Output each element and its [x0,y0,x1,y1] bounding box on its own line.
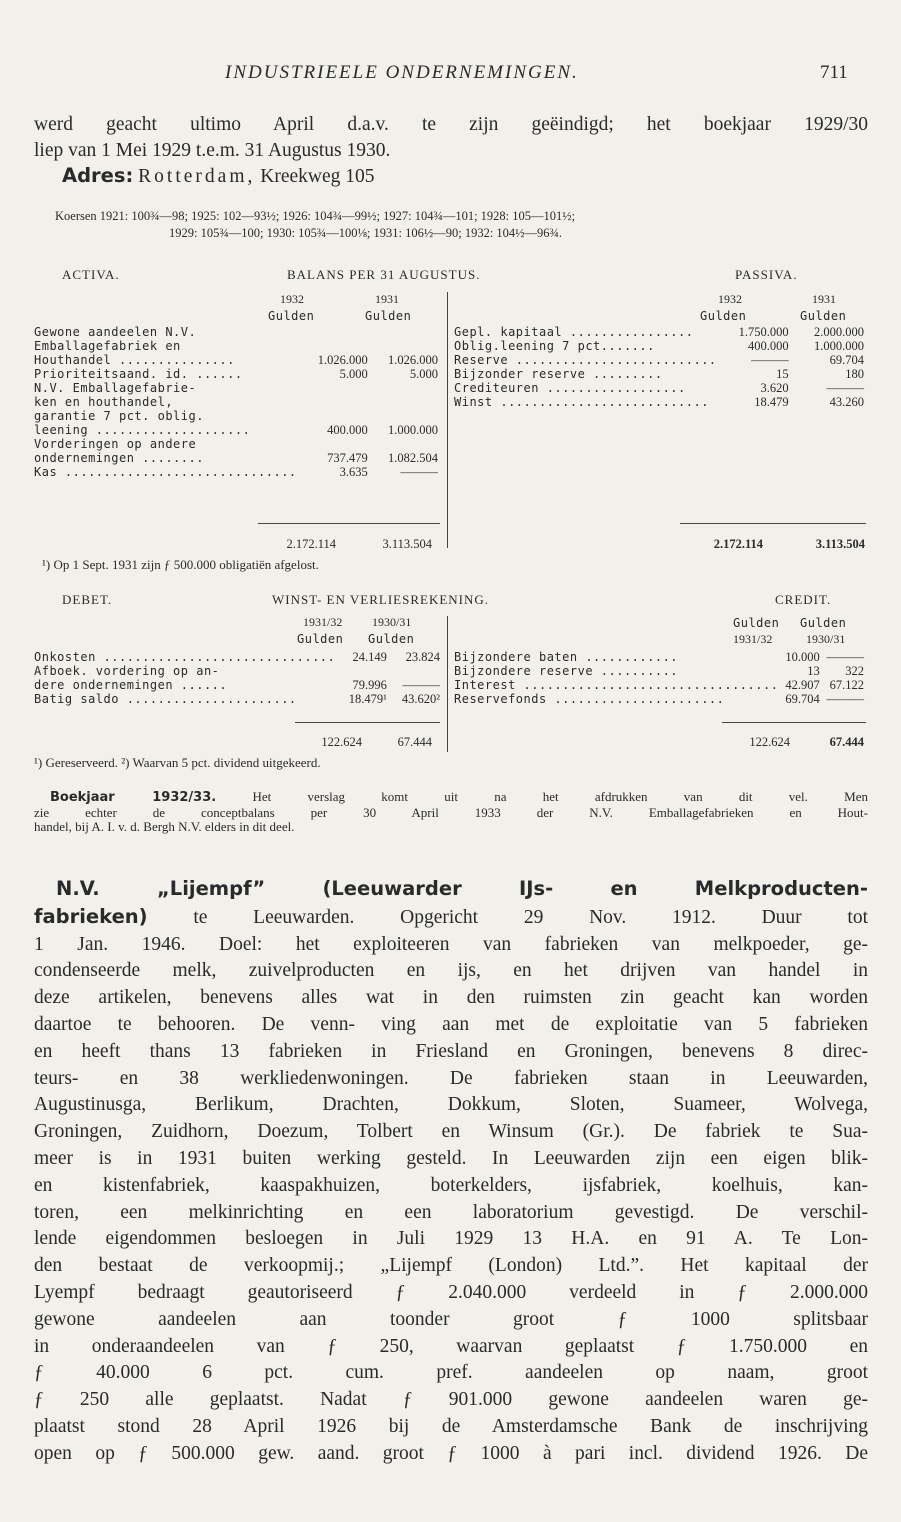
entry-line: deze artikelen, benevens alles wat in den ruimsten zin geacht kan worden [34,987,868,1009]
activa-value [370,437,440,451]
credit-row [452,678,866,692]
debet-total-b: 67.444 [397,735,432,749]
activa-label: leening .................... [34,423,251,437]
activa-table [32,325,440,479]
entry-line: condenseerde melk, zuivelproducten en ijs, en het drijven van handel in [34,960,868,982]
credit-value: 42.907 [785,678,820,692]
activa-value [299,437,370,451]
passiva-value: 43.260 [829,395,864,409]
company-name-cont: fabrieken) [34,904,148,928]
prices-line: Koersen 1921: 100¾—98; 1925: 102—93½; 1926: 104¾—99½; 1927: 104¾—101; 1928: 105—101½; [55,209,576,223]
passiva-value: 15 [776,367,789,381]
passiva-label: Reserve .......................... [454,353,717,367]
credit-value: ——— [826,650,864,664]
running-header [0,62,901,88]
activa-row [32,325,440,339]
activa-label: Emballagefabriek en [34,339,181,353]
entry-line: gewone aandeelen aan toonder groot ƒ 1000 splitsbaar [34,1308,868,1330]
balance-divider [447,292,448,548]
credit-year-a: 1931/32 [733,632,773,646]
balance-title: BALANS PER 31 AUGUSTUS. [287,267,481,282]
credit-row [452,692,866,706]
passiva-value: 3.620 [760,381,789,395]
debet-total-a: 122.624 [321,735,362,749]
activa-label: garantie 7 pct. oblig. [34,409,204,423]
passiva-row [452,381,866,395]
activa-value [370,395,440,409]
passiva-label: Bijzonder reserve ......... [454,367,663,381]
entry-line: en kistenfabriek, kaaspakhuizen, boterkelders, ijsfabriek, koelhuis, kan- [34,1174,868,1196]
activa-value [370,409,440,423]
credit-row [452,650,866,664]
passiva-label: Gepl. kapitaal ................ [454,325,694,339]
entry-line: en heeft thans 13 fabrieken in Friesland en Groningen, benevens 8 direc- [34,1040,868,1062]
passiva-value: 69.704 [829,353,864,367]
activa-value: 737.479 [327,451,368,465]
running-title: INDUSTRIEELE ONDERNEMINGEN. [225,62,579,83]
activa-label: ken en houthandel, [34,395,174,409]
note-line: Boekjaar 1932/33. Het verslag komt uit na het afdrukken van dit vel. Men [50,789,869,805]
activa-row [32,339,440,353]
activa-value: 5.000 [409,367,438,381]
activa-value [370,325,440,339]
activa-label: ondernemingen ........ [34,451,204,465]
debet-row [32,650,442,664]
passiva-total-1931: 3.113.504 [815,537,865,551]
debet-row [32,692,442,706]
debet-label: Afboek. vordering op an- [34,664,220,678]
activa-value: 5.000 [339,367,368,381]
passiva-row [452,339,866,353]
note-label: Boekjaar 1932/33. [50,790,217,805]
debet-label: dere ondernemingen ...... [34,678,228,692]
credit-label: Interest ................................. [454,678,779,692]
passiva-value: 180 [845,367,864,381]
activa-label: Gewone aandeelen N.V. [34,325,197,339]
credit-total-rule [722,722,866,723]
credit-label: Bijzondere reserve .......... [454,664,679,678]
passiva-total-1932: 2.172.114 [713,537,763,551]
activa-value [299,325,370,339]
passiva-value: 1.000.000 [814,339,864,353]
passiva-value: 400.000 [748,339,789,353]
address-city: Rotterdam, [138,166,256,187]
passiva-value: 18.479 [754,395,789,409]
activa-row [32,423,440,437]
activa-value: 1.026.000 [317,353,368,367]
pl-title: WINST- EN VERLIESREKENING. [272,592,490,607]
passiva-year-a: 1932 [718,292,742,306]
credit-label: Reservefonds ...................... [454,692,725,706]
debet-unit-a: Gulden [297,632,344,646]
entry-body [34,932,868,1468]
passiva-unit-b: Gulden [800,309,847,323]
activa-row [32,451,440,465]
debet-value: 23.824 [405,650,440,664]
credit-value: 10.000 [785,650,820,664]
debet-label: Batig saldo ...................... [34,692,297,706]
passiva-label: Winst ........................... [454,395,709,409]
passiva-heading: PASSIVA. [735,267,798,282]
debet-value: 43.620² [401,692,440,706]
credit-label: Bijzondere baten ............ [454,650,679,664]
entry-line: Lyempf bedraagt geautoriseerd ƒ 2.040.000 verdeeld in ƒ 2.000.000 [34,1281,868,1303]
debet-value: 79.996 [352,678,387,692]
intro-text [34,112,868,190]
activa-row [32,381,440,395]
credit-total-b: 67.444 [829,735,864,749]
activa-value: 1.000.000 [388,423,438,437]
entry-line: Augustinusga, Berlikum, Drachten, Dokkum, Sloten, Suameer, Wolvega, [34,1094,868,1116]
pl-footnote: ¹) Gereserveerd. ²) Waarvan 5 pct. dividend uitgekeerd. [34,755,321,770]
passiva-value: ——— [751,353,789,367]
debet-year-b: 1930/31 [372,615,412,629]
credit-heading: CREDIT. [775,592,832,607]
activa-year-a: 1932 [280,292,304,306]
activa-label: Houthandel ............... [34,353,235,367]
entry-line: ƒ 250 alle geplaatst. Nadat ƒ 901.000 gewone aandeelen waren ge- [34,1389,868,1411]
passiva-value: 1.750.000 [738,325,789,339]
fiscal-year-note [34,790,868,835]
entry-line: plaatst stond 28 April 1926 bij de Amsterdamsche Bank de inschrijving [34,1415,868,1437]
entry-line: toren, een melkinrichting en een laboratorium gevestigd. De verschil- [34,1201,868,1223]
activa-value [370,339,440,353]
activa-unit-b: Gulden [365,309,412,323]
activa-row [32,395,440,409]
credit-year-b: 1930/31 [806,632,846,646]
activa-row [32,409,440,423]
activa-value [370,381,440,395]
entry-line: daartoe te behooren. De venn- ving aan met de exploitatie van 5 fabrieken [34,1013,868,1035]
address-line [34,163,868,190]
intro-line: werd geacht ultimo April d.a.v. te zijn geëindigd; het boekjaar 1929/30 [34,114,868,135]
activa-row [32,353,440,367]
activa-year-b: 1931 [375,292,399,306]
address-label: Adres: [62,164,134,187]
activa-row [32,367,440,381]
passiva-row [452,353,866,367]
entry-line: Groningen, Zuidhorn, Doezum, Tolbert en Winsum (Gr.). De fabriek te Sua- [34,1121,868,1143]
stock-prices [55,208,855,242]
intro-line: liep van 1 Mei 1929 t.e.m. 31 Augustus 1930. [34,139,391,161]
activa-row [32,437,440,451]
activa-label: Prioriteitsaand. id. ...... [34,367,243,381]
activa-row [32,465,440,479]
activa-value: 400.000 [327,423,368,437]
address-street: Kreekweg 105 [260,166,375,187]
entry-line: teurs- en 38 werkliedenwoningen. De fabrieken staan in Leeuwarden, [34,1067,868,1089]
debet-value: ——— [402,678,440,692]
credit-value: 67.122 [829,678,864,692]
passiva-table [452,325,866,409]
passiva-year-b: 1931 [812,292,836,306]
pl-divider [447,616,448,752]
note-line: handel, bij A. I. v. d. Bergh N.V. elders in dit deel. [34,819,295,834]
credit-value: 69.704 [785,692,820,706]
debet-value: 24.149 [352,650,387,664]
debet-value [337,664,389,678]
passiva-label: Crediteuren .................. [454,381,686,395]
activa-value [299,409,370,423]
activa-total-rule [258,523,440,524]
prices-line: 1929: 105¾—100; 1930: 105¾—100⅛; 1931: 106½—90; 1932: 104½—96¾. [169,226,563,240]
passiva-value: 2.000.000 [814,325,864,339]
passiva-label: Oblig.leening 7 pct....... [454,339,655,353]
credit-unit-a: Gulden [733,616,780,630]
entry-line: fabrieken) te Leeuwarden. Opgericht 29 Nov. 1912. Duur tot [34,904,869,928]
activa-value [299,395,370,409]
credit-value: 322 [845,664,864,678]
debet-table [32,650,442,706]
debet-unit-b: Gulden [368,632,415,646]
credit-value: 13 [807,664,820,678]
debet-value: 18.479¹ [348,692,387,706]
activa-label: N.V. Emballagefabrie- [34,381,197,395]
debet-value [389,664,442,678]
credit-total-a: 122.624 [749,735,790,749]
entry-line: meer is in 1931 buiten werking gesteld. In Leeuwarden zijn een eigen blik- [34,1147,868,1169]
balance-footnote: ¹) Op 1 Sept. 1931 zijn ƒ 500.000 obligatiën afgelost. [42,557,319,572]
entry-line: open op ƒ 500.000 gew. aand. groot ƒ 1000 à pari incl. dividend 1926. De [34,1442,868,1464]
passiva-value: ——— [826,381,864,395]
entry-line: in onderaandeelen van ƒ 250, waarvan geplaatst ƒ 1.750.000 en [34,1335,868,1357]
passiva-row [452,325,866,339]
entry-line: 1 Jan. 1946. Doel: het exploiteeren van fabrieken van melkpoeder, ge- [34,933,868,955]
credit-unit-b: Gulden [800,616,847,630]
company-name: N.V. „Lijempf” (Leeuwarder IJs- en Melkproducten- [56,877,868,900]
company-entry [34,876,868,1468]
passiva-total-rule [680,523,866,524]
activa-value [299,381,370,395]
activa-heading: ACTIVA. [62,267,120,282]
activa-value: 1.082.504 [388,451,438,465]
entry-title-line [34,876,868,904]
passiva-row [452,395,866,409]
entry-line: ƒ 40.000 6 pct. cum. pref. aandeelen op naam, groot [34,1362,868,1384]
activa-value: 3.635 [339,465,368,479]
passiva-row [452,367,866,381]
activa-unit-a: Gulden [268,309,315,323]
activa-label: Vorderingen op andere [34,437,197,451]
activa-value [299,339,370,353]
entry-line: lende eigendommen besloegen in Juli 1929 13 H.A. en 91 A. Te Lon- [34,1228,868,1250]
activa-total-1931: 3.113.504 [382,537,432,551]
debet-row [32,678,442,692]
activa-value: 1.026.000 [388,353,438,367]
debet-label: Onkosten .............................. [34,650,336,664]
passiva-unit-a: Gulden [700,309,747,323]
debet-total-rule [295,722,440,723]
debet-row [32,664,442,678]
credit-row [452,664,866,678]
page-number: 711 [820,62,848,83]
credit-value: ——— [826,692,864,706]
credit-table [452,650,866,706]
activa-label: Kas .............................. [34,465,297,479]
entry-line: den bestaat de verkoopmij.; „Lijempf (London) Ltd.”. Het kapitaal der [34,1255,868,1277]
debet-year-a: 1931/32 [303,615,343,629]
debet-heading: DEBET. [62,592,113,607]
activa-value: ——— [400,465,438,479]
note-line: zie echter de conceptbalans per 30 April 1933 der N.V. Emballagefabrieken en Hout- [34,804,868,820]
activa-total-1932: 2.172.114 [286,537,336,551]
